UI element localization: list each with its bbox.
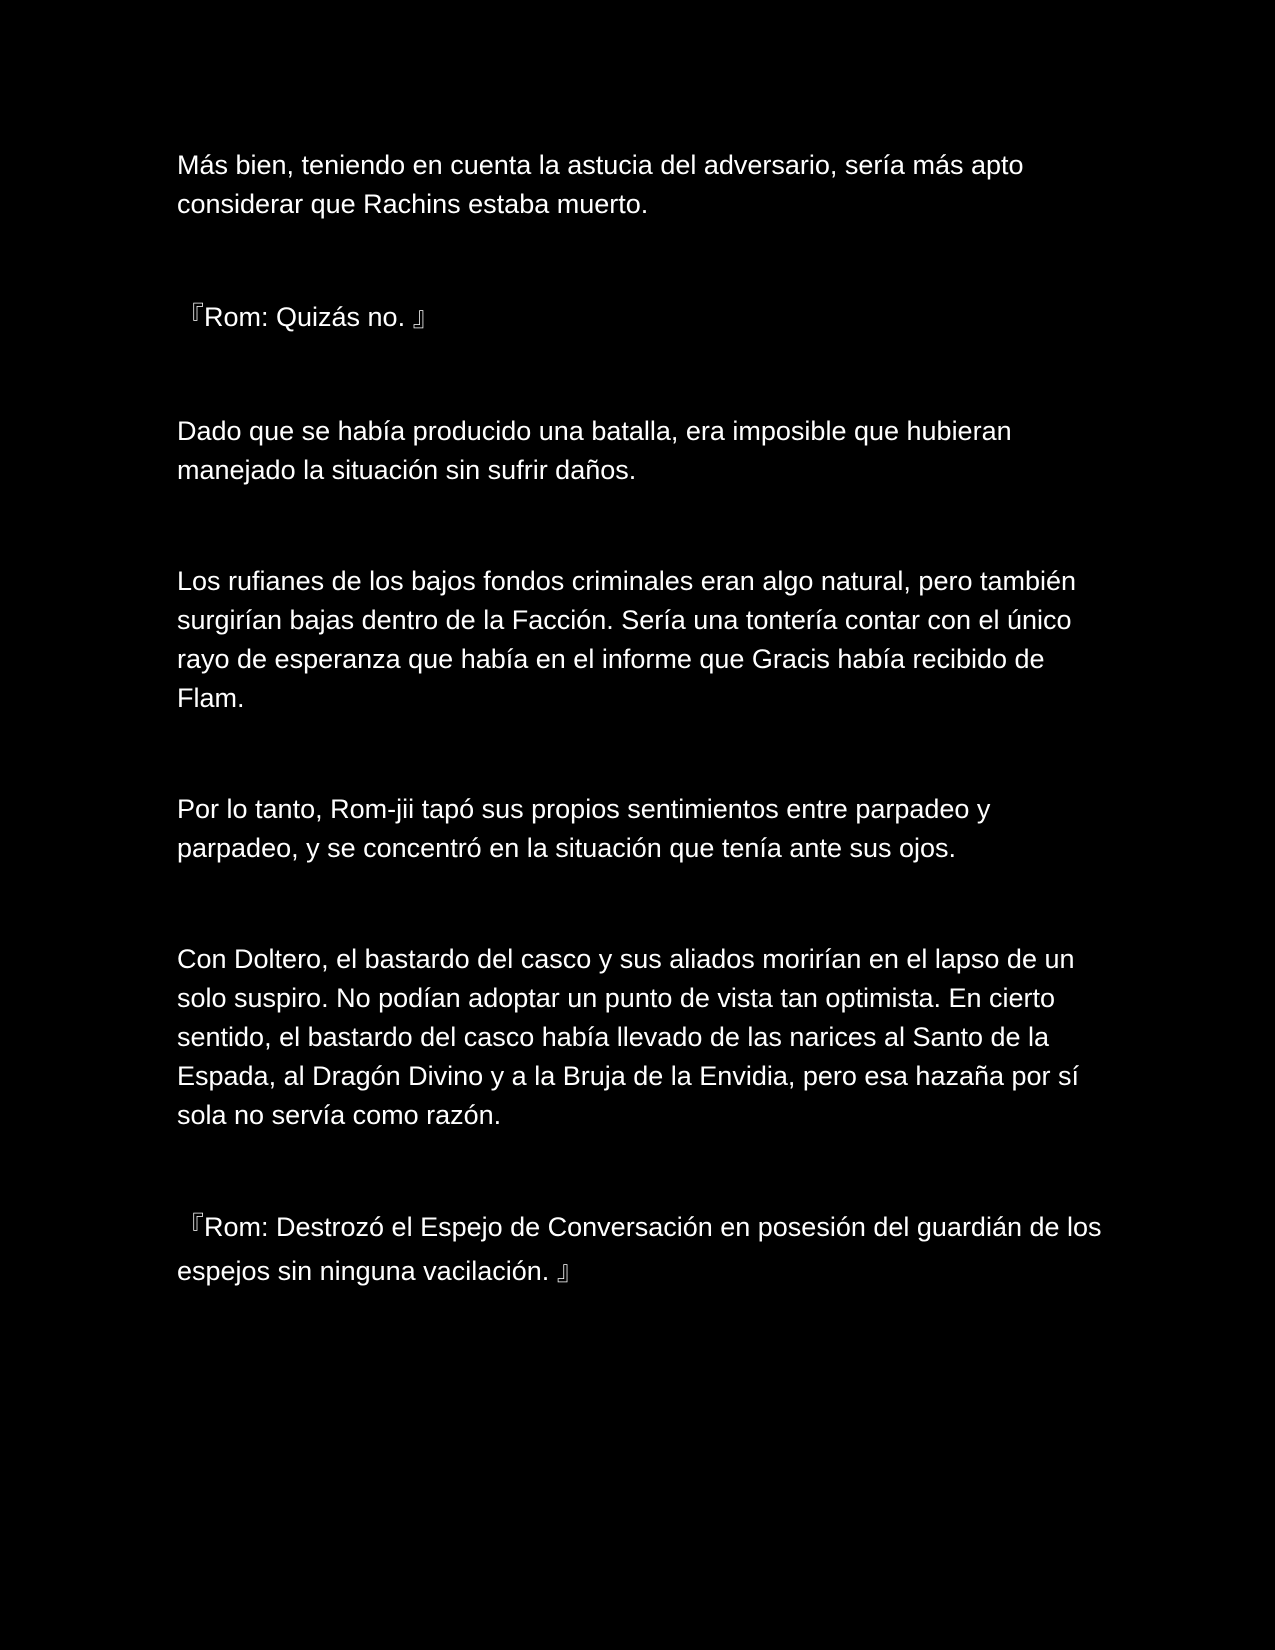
paragraph-3: Los rufianes de los bajos fondos criminales eran algo natural, pero también surgirían bajas dentro de la Facción. Sería una tontería contar con el único rayo de esperanza que había en el informe que Gracis había recibido de Flam. <box>177 566 1077 713</box>
paragraph-1: Más bien, teniendo en cuenta la astucia del adversario, sería más apto considerar que Rachins estaba muerto. <box>177 150 1024 219</box>
dialogue-2: 『Rom: Destrozó el Espejo de Conversación en posesión del guardián de los espejos sin ninguna vacilación. 』 <box>177 1212 1102 1286</box>
dialogue-1: 『Rom: Quizás no. 』 <box>177 302 440 332</box>
paragraph-2: Dado que se había producido una batalla, era imposible que hubieran manejado la situación sin sufrir daños. <box>177 416 1012 485</box>
paragraph-5: Con Doltero, el bastardo del casco y sus aliados morirían en el lapso de un solo suspiro. No podían adoptar un punto de vista tan optimista. En cierto sentido, el bastardo del casco había llevado de las narices al Santo de la Espada, al Dragón Divino y a la Bruja de la Envidia, pero esa hazaña por sí sola no servía como razón. <box>177 944 1080 1130</box>
paragraph-4: Por lo tanto, Rom-jii tapó sus propios sentimientos entre parpadeo y parpadeo, y se concentró en la situación que tenía ante sus ojos. <box>177 794 991 863</box>
